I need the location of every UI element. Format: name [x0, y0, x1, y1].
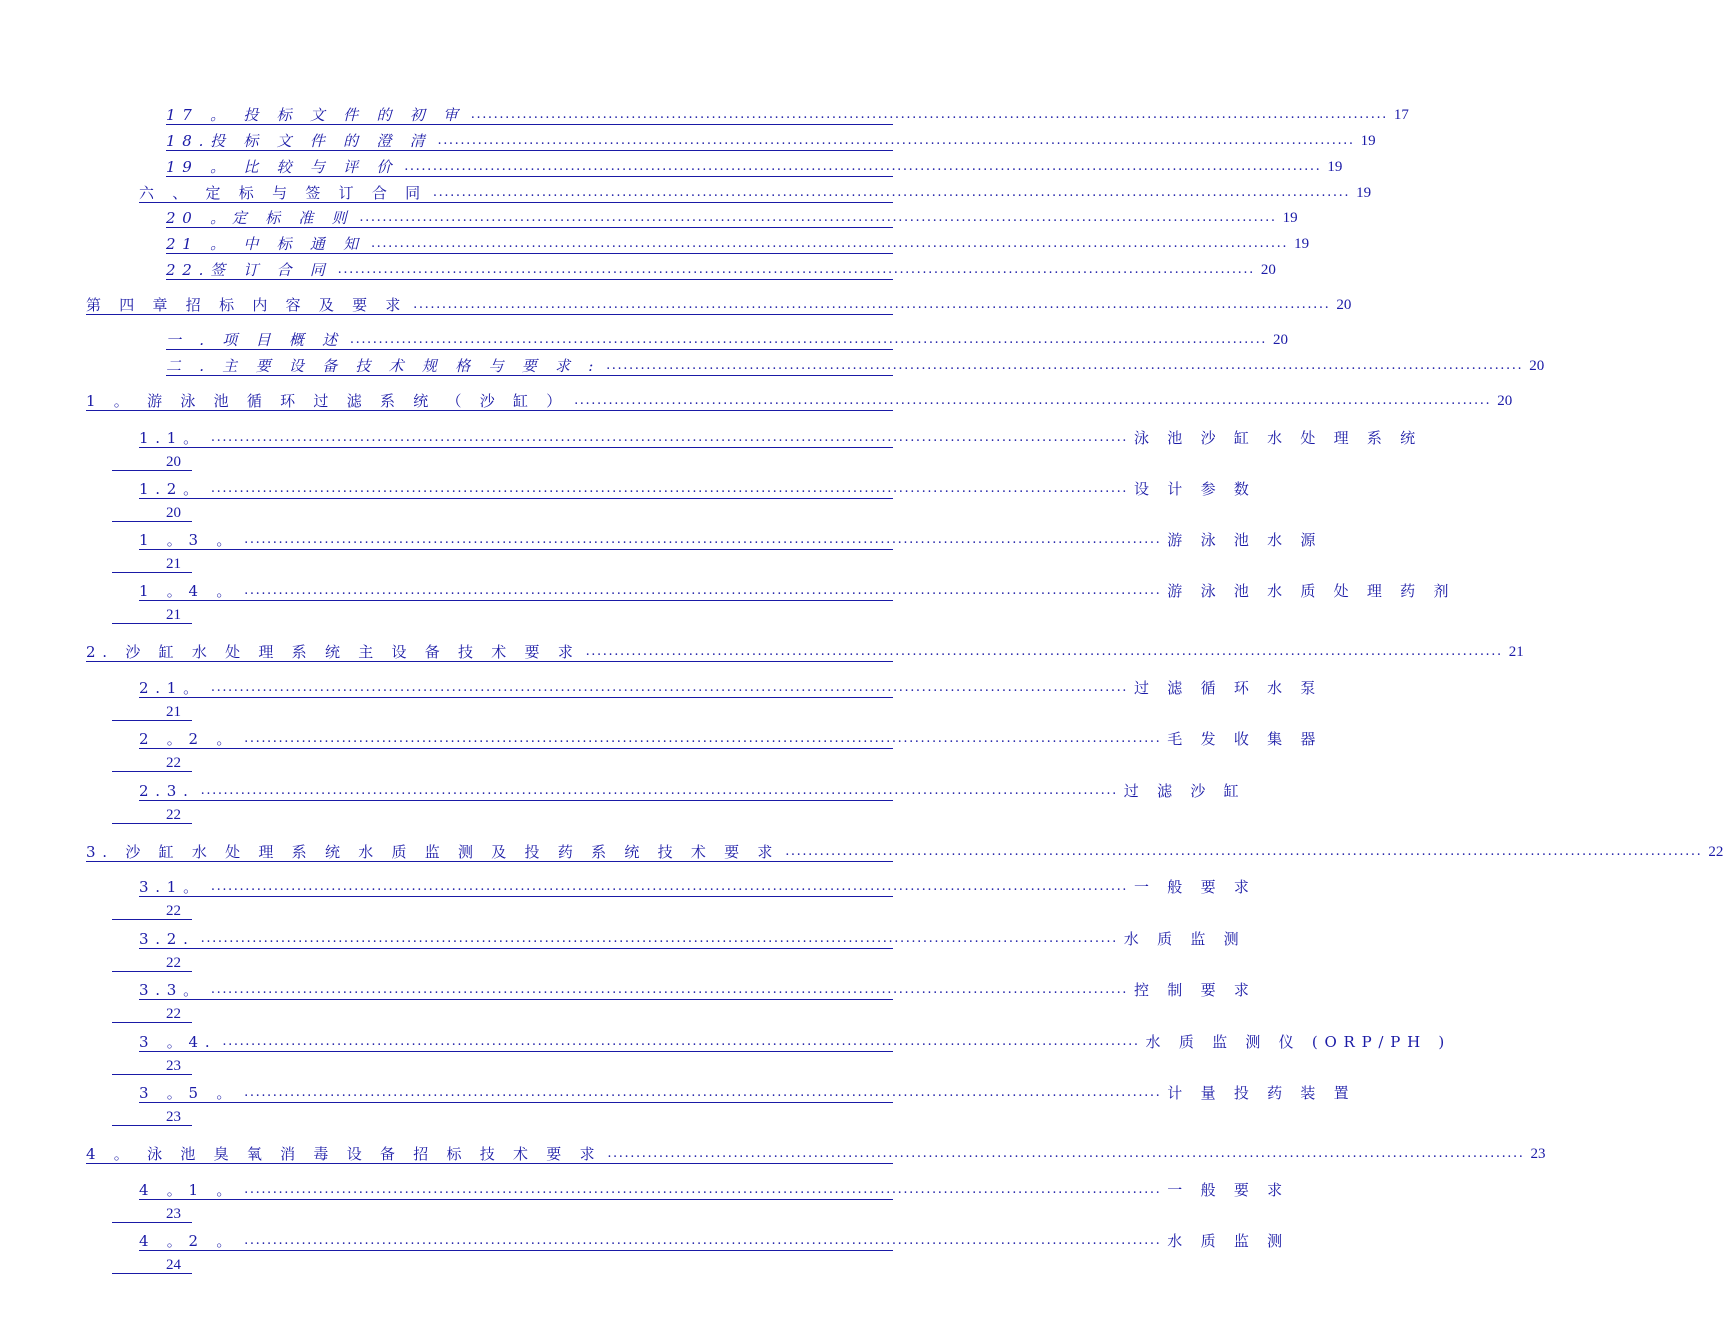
dot-leader: ................................................................................................................................................................ — [370, 236, 1289, 251]
toc-subentry-page-number[interactable]: 23 — [112, 1205, 192, 1223]
toc-subentry-number: 1.2。 — [139, 480, 205, 498]
toc-subentry-number: 3 。4. — [139, 1033, 217, 1051]
toc-page-number: 19 — [1356, 185, 1372, 201]
toc-entry[interactable] — [86, 841, 1723, 862]
toc-subentry-title: 设 计 参 数 — [1134, 480, 1256, 498]
dot-leader: ................................................................................................................................................................ — [349, 332, 1268, 347]
toc-subentry-number: 1 。4 。 — [139, 582, 239, 600]
dot-leader: ................................................................................................................................................................ — [785, 844, 1703, 859]
dot-leader: ................................................................................................................................................................ — [210, 430, 1129, 445]
toc-subentry[interactable] — [139, 1031, 1452, 1052]
dot-leader: ................................................................................................................................................................ — [413, 297, 1331, 312]
toc-page-number: 19 — [1327, 159, 1343, 175]
toc-entry-label: 六 、 定 标 与 签 订 合 同 — [139, 184, 427, 202]
toc-entry[interactable] — [166, 104, 1409, 125]
toc-subentry[interactable] — [139, 529, 1323, 550]
toc-subentry-page-number[interactable]: 24 — [112, 1256, 192, 1274]
toc-entry-label: 18.投 标 文 件 的 澄 清 — [166, 132, 432, 150]
toc-subentry-title: 计 量 投 药 装 置 — [1167, 1084, 1356, 1102]
toc-subentry-title: 水 质 监 测 — [1123, 930, 1246, 948]
toc-subentry-title: 泳 池 沙 缸 水 处 理 系 统 — [1134, 429, 1422, 447]
toc-entry[interactable] — [166, 329, 1289, 350]
toc-subentry-title: 控 制 要 求 — [1134, 981, 1256, 999]
toc-subentry-title: 游 泳 池 水 质 处 理 药 剂 — [1167, 582, 1456, 600]
toc-page-number: 20 — [1273, 332, 1289, 348]
toc-entry-label: 2. 沙 缸 水 处 理 系 统 主 设 备 技 术 要 求 — [86, 643, 580, 661]
toc-subentry[interactable] — [139, 728, 1323, 749]
dot-leader: ................................................................................................................................................................ — [244, 532, 1162, 547]
toc-subentry-number: 2.1。 — [139, 679, 205, 697]
toc-entry[interactable] — [86, 1143, 1546, 1164]
toc-subentry-number: 2 。2 。 — [139, 730, 239, 748]
toc-entry-label: 22.签 订 合 同 — [166, 261, 332, 279]
dot-leader: ................................................................................................................................................................ — [574, 393, 1492, 408]
dot-leader: ................................................................................................................................................................ — [359, 210, 1277, 225]
toc-subentry-number: 3.3。 — [139, 981, 205, 999]
toc-subentry-page-number[interactable]: 20 — [112, 453, 192, 471]
toc-subentry-number: 1.1。 — [139, 429, 205, 447]
toc-entry[interactable] — [166, 207, 1298, 228]
toc-subentry-page-number[interactable]: 22 — [112, 806, 192, 824]
toc-entry[interactable] — [166, 355, 1545, 376]
dot-leader: ................................................................................................................................................................ — [244, 1233, 1162, 1248]
toc-subentry-page-number[interactable]: 23 — [112, 1057, 192, 1075]
toc-subentry-number: 2.3. — [139, 782, 195, 800]
toc-subentry[interactable] — [139, 427, 1422, 448]
toc-subentry-number: 3.1。 — [139, 878, 205, 896]
dot-leader: ................................................................................................................................................................ — [606, 358, 1524, 373]
toc-page-number: 17 — [1393, 107, 1409, 123]
toc-subentry-page-number[interactable]: 22 — [112, 902, 192, 920]
toc-subentry[interactable] — [139, 580, 1456, 601]
toc-entry[interactable] — [166, 156, 1343, 177]
toc-entry[interactable] — [86, 294, 1352, 315]
toc-subentry-title: 水 质 监 测 — [1167, 1232, 1289, 1250]
toc-page-number: 19 — [1360, 133, 1376, 149]
dot-leader: ................................................................................................................................................................ — [200, 931, 1118, 946]
dot-leader: ................................................................................................................................................................ — [404, 159, 1322, 174]
toc-subentry-page-number[interactable]: 22 — [112, 954, 192, 972]
toc-page-number: 23 — [1530, 1146, 1546, 1162]
dot-leader: ................................................................................................................................................................ — [210, 879, 1129, 894]
dot-leader: ................................................................................................................................................................ — [607, 1146, 1525, 1161]
toc-entry-label: 第 四 章 招 标 内 容 及 要 求 — [86, 296, 408, 314]
toc-subentry[interactable] — [139, 478, 1256, 499]
dot-leader: ................................................................................................................................................................ — [585, 644, 1503, 659]
toc-subentry-title: 水 质 监 测 仪 (ORP/PH ) — [1145, 1033, 1452, 1051]
toc-subentry[interactable] — [139, 928, 1246, 949]
toc-entry-label: 1 。 游 泳 池 循 环 过 滤 系 统 （ 沙 缸 ） — [86, 392, 569, 410]
toc-subentry-page-number[interactable]: 21 — [112, 555, 192, 573]
toc-subentry[interactable] — [139, 876, 1256, 897]
toc-page-number: 21 — [1508, 644, 1524, 660]
dot-leader: ................................................................................................................................................................ — [244, 1182, 1162, 1197]
toc-subentry-page-number[interactable]: 22 — [112, 754, 192, 772]
toc-page-number: 19 — [1294, 236, 1310, 252]
toc-page-number: 19 — [1282, 210, 1298, 226]
toc-subentry-title: 一 般 要 求 — [1167, 1181, 1289, 1199]
toc-subentry-number: 4 。2 。 — [139, 1232, 239, 1250]
dot-leader: ................................................................................................................................................................ — [432, 185, 1351, 200]
toc-entry[interactable] — [86, 390, 1513, 411]
toc-subentry-number: 4 。1 。 — [139, 1181, 239, 1199]
toc-subentry[interactable] — [139, 1179, 1289, 1200]
dot-leader: ................................................................................................................................................................ — [222, 1034, 1140, 1049]
toc-subentry-page-number[interactable]: 21 — [112, 606, 192, 624]
toc-entry-label: 19 。 比 较 与 评 价 — [166, 158, 399, 176]
toc-subentry[interactable] — [139, 677, 1323, 698]
dot-leader: ................................................................................................................................................................ — [244, 731, 1162, 746]
toc-page-number: 20 — [1497, 393, 1513, 409]
toc-subentry[interactable] — [139, 979, 1256, 1000]
toc-entry-label: 21 。 中 标 通 知 — [166, 235, 365, 253]
toc-subentry-page-number[interactable]: 21 — [112, 703, 192, 721]
toc-entry-label: 17 。 投 标 文 件 的 初 审 — [166, 106, 465, 124]
toc-entry-label: 一 . 项 目 概 述 — [166, 331, 344, 349]
dot-leader: ................................................................................................................................................................ — [244, 583, 1162, 598]
dot-leader: ................................................................................................................................................................ — [210, 481, 1129, 496]
toc-subentry-title: 一 般 要 求 — [1134, 878, 1256, 896]
toc-subentry[interactable] — [139, 780, 1246, 801]
toc-subentry-title: 过 滤 沙 缸 — [1123, 782, 1246, 800]
toc-subentry-page-number[interactable]: 20 — [112, 504, 192, 522]
toc-entry-label: 3. 沙 缸 水 处 理 系 统 水 质 监 测 及 投 药 系 统 技 术 要 求 — [86, 843, 780, 861]
dot-leader: ................................................................................................................................................................ — [337, 262, 1255, 277]
toc-entry[interactable] — [166, 233, 1310, 254]
dot-leader: ................................................................................................................................................................ — [244, 1085, 1162, 1100]
dot-leader: ................................................................................................................................................................ — [470, 107, 1388, 122]
dot-leader: ................................................................................................................................................................ — [210, 982, 1129, 997]
toc-subentry-page-number[interactable]: 23 — [112, 1108, 192, 1126]
toc-page-number: 20 — [1529, 358, 1545, 374]
toc-subentry-title: 过 滤 循 环 水 泵 — [1134, 679, 1323, 697]
toc-entry-label: 20 。定 标 准 则 — [166, 209, 354, 227]
toc-entry[interactable] — [166, 259, 1276, 280]
toc-subentry-page-number[interactable]: 22 — [112, 1005, 192, 1023]
toc-entry[interactable] — [139, 182, 1372, 203]
toc-entry[interactable] — [86, 641, 1524, 662]
toc-subentry-number: 1 。3 。 — [139, 531, 239, 549]
toc-entry-label: 4 。 泳 池 臭 氧 消 毒 设 备 招 标 技 术 要 求 — [86, 1145, 602, 1163]
toc-entry-label: 二 . 主 要 设 备 技 术 规 格 与 要 求 : — [166, 357, 601, 375]
dot-leader: ................................................................................................................................................................ — [200, 783, 1118, 798]
toc-subentry[interactable] — [139, 1230, 1289, 1251]
toc-subentry-number: 3 。5 。 — [139, 1084, 239, 1102]
toc-subentry-number: 3.2. — [139, 930, 195, 948]
toc-entry[interactable] — [166, 130, 1376, 151]
toc-page-number: 22 — [1708, 844, 1723, 860]
toc-page-number: 20 — [1336, 297, 1352, 313]
toc-subentry-title: 游 泳 池 水 源 — [1167, 531, 1323, 549]
toc-subentry[interactable] — [139, 1082, 1356, 1103]
toc-page-number: 20 — [1260, 262, 1276, 278]
dot-leader: ................................................................................................................................................................ — [210, 680, 1129, 695]
toc-subentry-title: 毛 发 收 集 器 — [1167, 730, 1323, 748]
dot-leader: ................................................................................................................................................................ — [437, 133, 1355, 148]
